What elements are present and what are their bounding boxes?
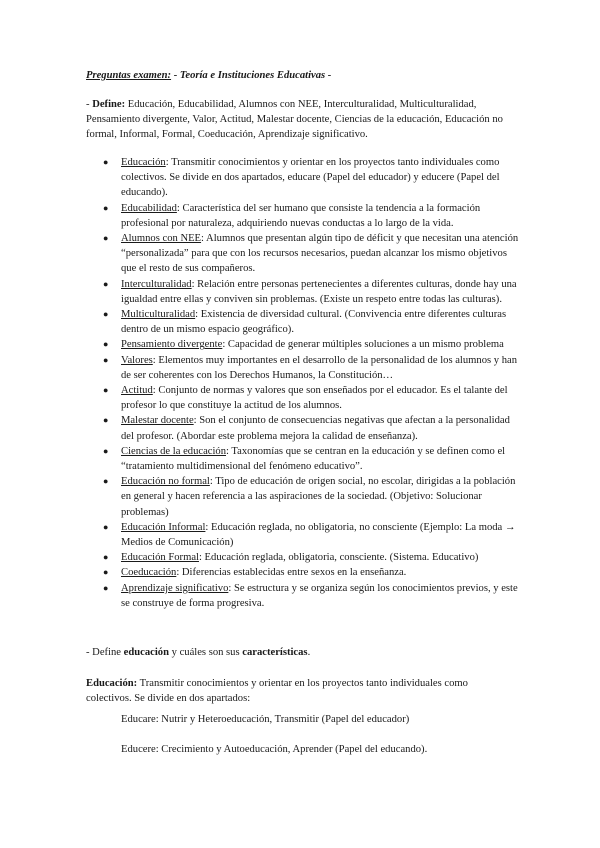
definition-item — [86, 155, 522, 201]
definition-text: : Capacidad de generar múltiples soluciones a un mismo problema — [222, 339, 504, 351]
q2-bold2: características — [242, 647, 308, 658]
definition-text: : Taxonomías que se centran en la educación y se definen como el “tratamiento multidimensional del fenómeno educativo”. — [121, 445, 506, 473]
bullet-icon: ● — [103, 339, 109, 350]
definition-term: Aprendizaje significativo — [121, 582, 229, 594]
definition-text: : Conjunto de normas y valores que son enseñados por el educador. Es el talante del profesor lo que constituye la actitud de los alumnos. — [121, 385, 508, 412]
answer-label: Educación: — [86, 678, 138, 689]
definition-term: Malestar docente — [121, 415, 194, 427]
bullet-icon: ● — [103, 476, 109, 487]
definition-text: : Existencia de diversidad cultural. (Convivencia entre diferentes culturas dentro de un mismo espacio geográfico). — [121, 309, 507, 336]
educere-line: Educere: Crecimiento y Autoeducación, Aprender (Papel del educando). — [121, 744, 428, 755]
bullet-icon: ● — [103, 521, 109, 532]
definition-term: Actitud — [121, 385, 153, 397]
define-intro — [86, 97, 522, 143]
definition-text: : Alumnos que presentan algún tipo de déficit y que necesitan una atención “personalizada” para que con los recursos necesarios, puedan alcanzar los mismo objetivos que el resto de sus compañeros. — [121, 233, 519, 275]
definitions-list — [86, 155, 522, 611]
definition-text: : Elementos muy importantes en el desarrollo de la personalidad de los alumnos y han de ser coherentes con los Derechos Humanos, la Constitución… — [121, 354, 517, 381]
definition-term: Educación Informal — [121, 521, 206, 533]
definition-text: : Diferencias establecidas entre sexos en la enseñanza. — [176, 567, 407, 579]
bullet-icon: ● — [103, 354, 109, 365]
definition-text: : Tipo de educación de origen social, no escolar, dirigidas a la población en general y hacen referencia a las aspiraciones de la sociedad. (Objetivo: Solucionar problemas) — [121, 476, 516, 518]
definition-item — [86, 231, 522, 277]
definition-text: : Relación entre personas pertenecientes a diferentes culturas, donde hay una igualdad entre ellas y conviven sin problemas. (Existe un respeto entre todas las culturas). — [121, 278, 517, 305]
bullet-icon: ● — [103, 582, 109, 593]
definition-term: Educación — [121, 157, 166, 168]
intro-label: Define: — [92, 99, 126, 110]
definition-item — [86, 413, 522, 443]
definition-term: Educabilidad — [121, 202, 177, 214]
definition-text: : Educación reglada, obligatoria, consciente. (Sistema. Educativo) — [198, 552, 479, 564]
definition-text: : Se estructura y se organiza según los conocimientos previos, y este se construye de forma progresiva. — [121, 582, 518, 609]
bullet-icon: ● — [103, 278, 109, 289]
definition-item — [86, 581, 522, 611]
q2-prefix: - Define — [86, 647, 124, 658]
definition-item — [86, 565, 522, 580]
bullet-icon: ● — [103, 445, 109, 456]
definition-term: Interculturalidad — [121, 278, 192, 290]
bullet-icon: ● — [103, 157, 109, 167]
intro-text: Educación, Educabilidad, Alumnos con NEE, Interculturalidad, Multiculturalidad, Pensamiento divergente, Valor, Actitud, Malestar docente, Ciencias de la educación, Educación no formal, Informal, Formal, Coeducación, Aprendizaje significativo. — [86, 99, 503, 141]
bullet-icon: ● — [103, 309, 109, 320]
definition-item — [86, 277, 522, 307]
definition-text: : Característica del ser humano que consiste la tendencia a la formación profesional por naturaleza, adquiriendo nuevas conductas a lo largo de la vida. — [121, 202, 481, 229]
bullet-icon: ● — [103, 202, 109, 213]
definition-term: Educación no formal — [121, 476, 210, 488]
definition-term: Valores — [121, 354, 153, 366]
definition-term: Alumnos con NEE — [121, 233, 202, 245]
definition-item — [86, 383, 522, 413]
definition-item — [86, 201, 522, 231]
bullet-icon: ● — [103, 552, 109, 563]
educare-line: Educare: Nutrir y Heteroeducación, Transmitir (Papel del educador) — [121, 714, 410, 725]
definition-text: : Son el conjunto de consecuencias negativas que afectan a la personalidad del profesor. (Abordar este problema mejora la calidad de enseñanza). — [121, 415, 510, 442]
definition-term: Pensamiento divergente — [121, 339, 223, 351]
page-title — [86, 68, 331, 83]
definition-term: Educación Formal — [121, 552, 199, 564]
q2-bold1: educación — [123, 647, 169, 658]
title-rest: - Teoría e Instituciones Educativas - — [171, 70, 332, 81]
definition-term: Coeducación — [121, 567, 177, 579]
q2-middle: y cuáles son sus — [168, 647, 243, 658]
intro-prefix: - — [86, 99, 93, 110]
question-2 — [86, 645, 506, 660]
bullet-icon: ● — [103, 415, 109, 426]
definition-text: : Educación reglada, no obligatoria, no consciente (Ejemplo: La moda → Medios de Comunicación) — [121, 521, 516, 549]
definition-term: Ciencias de la educación — [121, 445, 227, 457]
bullet-icon: ● — [103, 385, 109, 396]
definition-item — [86, 307, 522, 337]
definition-text: : Transmitir conocimientos y orientar en los proyectos tanto individuales como colectivos. Se divide en dos apartados, educare (Papel del educador) y educere (Papel del educando). — [121, 157, 500, 199]
q2-suffix: . — [307, 647, 311, 658]
definition-item — [86, 550, 522, 565]
definition-item — [86, 444, 522, 474]
title-underlined: Preguntas examen: — [86, 70, 172, 81]
bullet-icon: ● — [103, 233, 109, 244]
definition-item — [86, 337, 522, 352]
bullet-icon: ● — [103, 567, 109, 578]
definition-item — [86, 474, 522, 520]
definition-term: Multiculturalidad — [121, 309, 196, 321]
definition-item — [86, 520, 522, 550]
answer-text: Transmitir conocimientos y orientar en los proyectos tanto individuales como colectivos. Se divide en dos apartados: — [86, 678, 468, 705]
answer-2 — [86, 676, 502, 706]
definition-item — [86, 353, 522, 383]
